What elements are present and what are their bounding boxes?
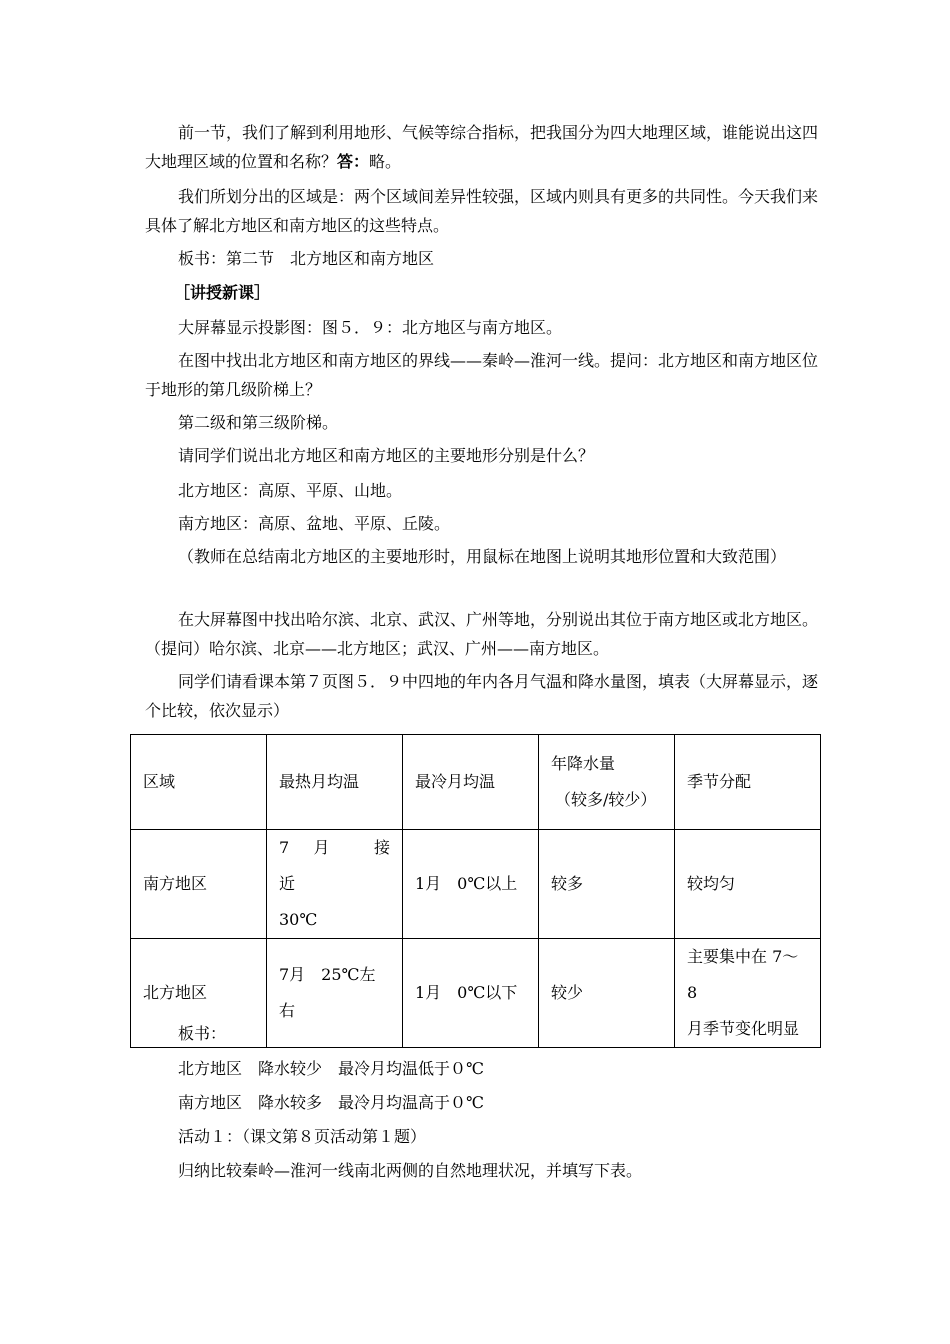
cell-precip: 较多	[539, 830, 675, 939]
header-precip	[539, 735, 675, 830]
paragraph-projection: 大屏幕显示投影图：图５．９：北方地区与南方地区。	[178, 318, 563, 337]
header-precip-label: 年降水量	[551, 754, 616, 773]
paragraph-intro-question	[145, 118, 820, 176]
paragraph-board-south: 南方地区 降水较多 最冷月均温高于０℃	[178, 1093, 484, 1112]
paragraph-activity: 活动１：（课文第８页活动第１题）	[178, 1127, 427, 1146]
paragraph-board-label: 板书：	[178, 1024, 227, 1043]
section-heading: ［讲授新课］	[174, 283, 271, 302]
header-hottest: 最热月均温	[267, 735, 403, 830]
cell-precip: 较少	[539, 939, 675, 1048]
answer-label: 答：	[337, 152, 370, 171]
cell-season: 较均匀	[675, 830, 821, 939]
paragraph-activity-instruction: 归纳比较秦岭—淮河一线南北两侧的自然地理状况，并填写下表。	[178, 1161, 643, 1180]
cell-coldest: 1月 0℃以上	[403, 830, 539, 939]
paragraph-south-terrain: 南方地区：高原、盆地、平原、丘陵。	[178, 514, 451, 533]
paragraph-terrain-question: 请同学们说出北方地区和南方地区的主要地形分别是什么？	[178, 446, 595, 465]
header-region: 区域	[131, 735, 267, 830]
cell-coldest: 1月 0℃以下	[403, 939, 539, 1048]
table-row	[131, 830, 821, 939]
cell-hottest-line1: 7 月 接 近	[279, 838, 407, 893]
cell-hottest	[267, 830, 407, 939]
paragraph-boundary-question: 在图中找出北方地区和南方地区的界线——秦岭—淮河一线。提问：北方地区和南方地区位于地形的第几级阶梯上？	[145, 351, 819, 399]
climate-comparison-table	[130, 734, 821, 1048]
header-season: 季节分配	[675, 735, 821, 830]
answer-text: 略。	[369, 152, 402, 171]
cell-region: 南方地区	[131, 830, 267, 939]
cell-season-line2: 月季节变化明显	[687, 1019, 800, 1038]
table-header-row	[131, 735, 821, 830]
cell-season-line1: 主要集中在 7～8	[687, 947, 799, 1002]
cell-region: 北方地区	[131, 939, 267, 1048]
header-precip-sub: （较多/较少）	[555, 790, 657, 809]
paragraph-board-title: 板书：第二节 北方地区和南方地区	[178, 249, 435, 268]
paragraph-board-north: 北方地区 降水较少 最冷月均温低于０℃	[178, 1059, 484, 1078]
paragraph-cities: 在大屏幕图中找出哈尔滨、北京、武汉、广州等地，分别说出其位于南方地区或北方地区。（提问）哈尔滨、北京——北方地区；武汉、广州——南方地区。	[145, 610, 819, 658]
paragraph-steps-answer: 第二级和第三级阶梯。	[178, 413, 339, 432]
paragraph-table-instruction: 同学们请看课本第７页图５．９中四地的年内各月气温和降水量图，填表（大屏幕显示，逐个比较，依次显示）	[145, 672, 819, 720]
paragraph-teacher-note: （教师在总结南北方地区的主要地形时，用鼠标在地图上说明其地形位置和大致范围）	[178, 547, 787, 566]
cell-hottest-line2: 30℃	[279, 910, 318, 929]
paragraph-region-intro: 我们所划分出的区域是：两个区域间差异性较强，区域内则具有更多的共同性。今天我们来具体了解北方地区和南方地区的这些特点。	[145, 187, 819, 235]
cell-hottest: 7月 25℃左右	[267, 939, 403, 1048]
paragraph-north-terrain: 北方地区：高原、平原、山地。	[178, 481, 403, 500]
header-coldest: 最冷月均温	[403, 735, 539, 830]
question-text: 前一节，我们了解到利用地形、气候等综合指标，把我国分为四大地理区域，谁能说出这四大地理区域的位置和名称？	[145, 123, 819, 171]
